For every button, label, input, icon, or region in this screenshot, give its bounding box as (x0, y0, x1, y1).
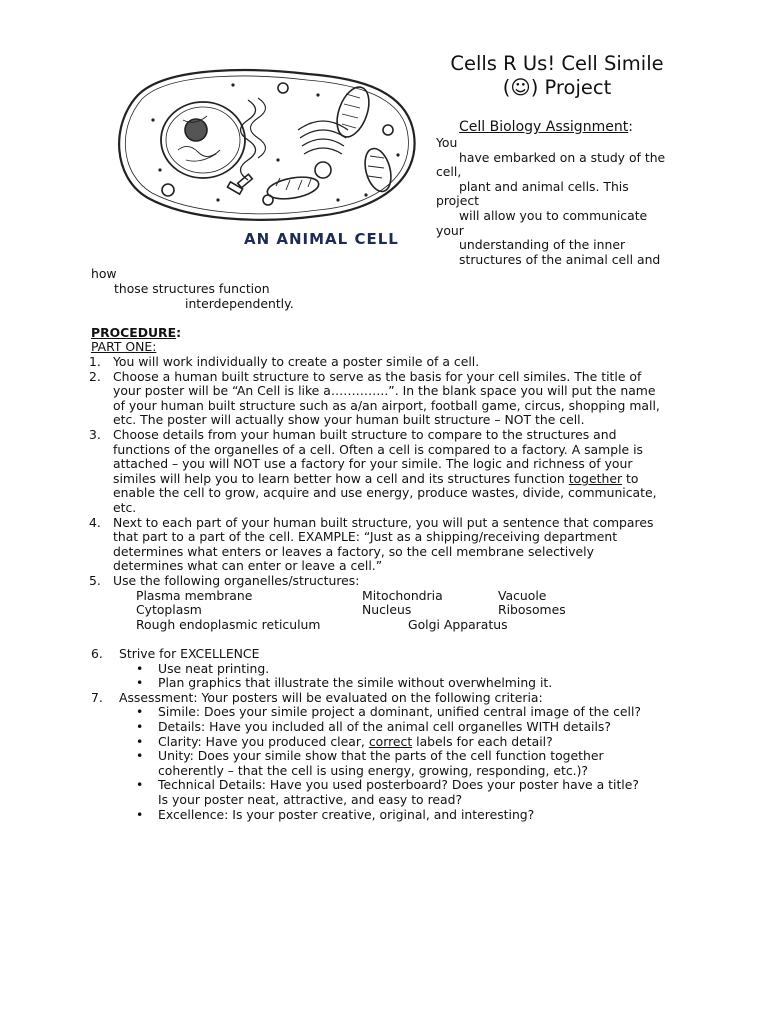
intro-line: interdependently. (185, 295, 294, 311)
bullet-icon: • (136, 660, 144, 676)
item-text: determines what enters or leaves a factory, so the cell membrane selectively (113, 543, 594, 559)
organelle: Nucleus (362, 602, 412, 618)
assignment-heading: Cell Biology Assignment: (459, 119, 633, 135)
image-caption: AN ANIMAL CELL (244, 230, 399, 248)
organelle: Plasma membrane (136, 587, 253, 603)
page-title (422, 52, 692, 100)
organelle: Rough endoplasmic reticulum (136, 616, 321, 632)
item-text: etc. (113, 500, 137, 515)
animal-cell-illustration (108, 60, 426, 230)
bullet-text: Technical Details: Have you used posterboard? Does your poster have a title? (158, 777, 639, 793)
bullet-icon: • (136, 733, 144, 749)
bullet-text: coherently – that the cell is using energy, growing, responding, etc.)? (158, 762, 588, 778)
bullet-icon: • (136, 777, 144, 793)
bullet-icon: • (136, 748, 144, 764)
bullet-text: Excellence: Is your poster creative, original, and interesting? (158, 806, 535, 822)
intro-line: cell, (436, 164, 462, 180)
item-text: Use the following organelles/structures: (113, 573, 360, 588)
intro-line: those structures function (114, 281, 270, 296)
item-number: 2. (89, 368, 101, 384)
item-number: 4. (89, 514, 101, 530)
item-text: Choose details from your human built structure to compare to the structures and (113, 427, 617, 442)
organelle: Ribosomes (498, 602, 566, 618)
item-number: 5. (89, 573, 101, 588)
item-text: enable the cell to grow, acquire and use energy, produce wastes, divide, communicate, (113, 485, 657, 501)
bullet-text: Plan graphics that illustrate the simile without overwhelming it. (158, 675, 553, 691)
item-text: Choose a human built structure to serve as the basis for your cell similes. The title of (113, 368, 642, 384)
item-text: Next to each part of your human built structure, you will put a sentence that compares (113, 514, 654, 530)
intro-line: You (436, 135, 458, 150)
bullet-icon: • (136, 675, 144, 691)
bullet-text: Use neat printing. (158, 660, 270, 676)
organelle: Cytoplasm (136, 602, 202, 618)
part-one-heading: PART ONE: (91, 339, 157, 355)
item-number: 1. (89, 354, 101, 369)
item-number: 6. (91, 646, 103, 661)
item-text: functions of the organelles of a cell. Often a cell is compared to a factory. A sample is (113, 441, 643, 457)
item-text: etc. The poster will actually show your human built structure – NOT the cell. (113, 412, 585, 428)
intro-line: plant and animal cells. This (459, 178, 629, 194)
intro-line: structures of the animal cell and (459, 251, 661, 267)
item-number: 3. (89, 427, 101, 442)
item-text: similes will help you to learn better how a cell and its structures function together to (113, 470, 639, 486)
item-text: your poster will be “An Cell is like a…………..”. In the blank space you will put the name (113, 383, 656, 399)
organelle: Mitochondria (362, 587, 443, 603)
item-number: 7. (91, 689, 103, 705)
item-text: determines what can enter or leave a cell.” (113, 558, 383, 574)
bullet-text: Simile: Does your simile project a dominant, unified central image of the cell? (158, 704, 641, 720)
organelle: Vacuole (498, 587, 547, 603)
bullet-text: Unity: Does your simile show that the parts of the cell function together (158, 748, 604, 764)
intro-line: will allow you to communicate (459, 208, 648, 223)
bullet-icon: • (136, 719, 144, 734)
bullet-icon: • (136, 704, 144, 720)
bullet-text: Clarity: Have you produced clear, correct labels for each detail? (158, 733, 553, 749)
title-line-2: (☺) Project (502, 76, 612, 99)
item-text: You will work individually to create a poster simile of a cell. (113, 354, 480, 369)
item-text: that part to a part of the cell. EXAMPLE: “Just as a shipping/receiving department (113, 529, 618, 545)
item-text: Assessment: Your posters will be evaluated on the following criteria: (119, 689, 543, 705)
intro-line: understanding of the inner (459, 237, 626, 253)
organelle: Golgi Apparatus (408, 616, 508, 632)
title-line-1: Cells R Us! Cell Simile (450, 52, 664, 75)
intro-line: how (91, 266, 117, 282)
intro-line: your (436, 222, 464, 238)
item-text: Strive for EXCELLENCE (119, 646, 260, 661)
item-text: attached – you will NOT use a factory for your simile. The logic and richness of your (113, 456, 633, 472)
item-text: of your human built structure such as a/an airport, football game, circus, shopping mall, (113, 397, 660, 413)
intro-line: have embarked on a study of the (459, 149, 666, 165)
intro-line: project (436, 193, 480, 209)
bullet-text: Details: Have you included all of the animal cell organelles WITH details? (158, 719, 611, 734)
bullet-icon: • (136, 806, 144, 822)
procedure-heading: PROCEDURE: (91, 324, 182, 340)
bullet-text: Is your poster neat, attractive, and easy to read? (158, 792, 463, 807)
